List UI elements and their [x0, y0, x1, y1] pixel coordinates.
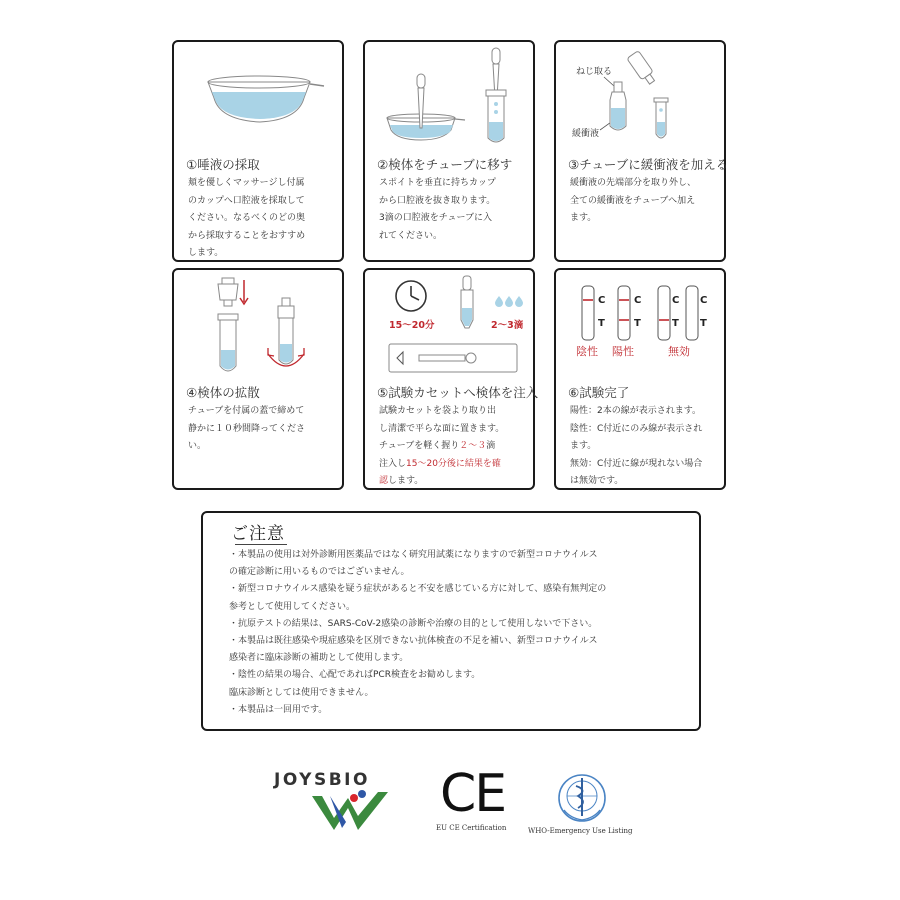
- notice-box: [201, 511, 701, 731]
- step-card-5: [363, 268, 539, 490]
- cassette-illustration: [365, 270, 533, 386]
- step-description: 陽性：2本の線が表示されます。 陰性：C付近にのみ線が表示され ます。 無効：C付近に線が現れない場合 は無効です。: [570, 406, 703, 486]
- svg-text:T: T: [634, 318, 641, 329]
- joysbio-logo: [272, 768, 428, 838]
- step-title: ②検体をチューブに移す: [377, 157, 513, 172]
- svg-text:C: C: [700, 295, 708, 306]
- step-title: ①唾液の採取: [186, 157, 260, 172]
- notice-title: ご注意: [231, 524, 285, 544]
- time-label: 15～20分: [389, 320, 435, 331]
- positive-label: 陽性: [612, 345, 634, 358]
- step-title: ③チューブに緩衝液を加える: [568, 157, 729, 172]
- svg-text:C: C: [598, 295, 606, 306]
- step-title: ⑥試験完了: [568, 385, 630, 400]
- step-card-2: [363, 40, 535, 262]
- svg-text:C: C: [634, 295, 642, 306]
- drops-icon: [495, 296, 523, 307]
- buffer-label: 緩衝液: [572, 129, 600, 139]
- step-description: チューブを付属の蓋で締めて 静かに１０秒間降ってくださ い。: [188, 406, 306, 451]
- invalid-label: 無効: [668, 345, 690, 358]
- step-card-6: [554, 268, 726, 490]
- buffer-illustration: [556, 42, 724, 158]
- result-strips-illustration: [556, 270, 724, 386]
- negative-label: 陰性: [576, 345, 598, 358]
- notice-underline: [235, 544, 287, 545]
- drops-label: 2～3滴: [491, 320, 524, 331]
- ce-mark: CE EU CE Certification: [436, 764, 507, 832]
- svg-text:JOYSBIO: JOYSBIO: [274, 770, 370, 790]
- svg-text:T: T: [700, 318, 707, 329]
- svg-text:T: T: [598, 318, 605, 329]
- step-card-4: [172, 268, 344, 490]
- tube-mixing-illustration: [174, 270, 342, 386]
- svg-text:C: C: [672, 295, 680, 306]
- step-card-1: [172, 40, 344, 262]
- who-caption: WHO-Emergency Use Listing: [528, 827, 633, 835]
- svg-text:T: T: [672, 318, 679, 329]
- step-title: ⑤試験カセットへ検体を注入: [377, 385, 539, 400]
- pipette-transfer-illustration: [365, 42, 533, 158]
- step-description: スポイトを垂直に持ちカップ から口腔液を抜き取ります。 3滴の口腔液をチューブに入 れてください。: [379, 178, 496, 241]
- twist-label: ねじ取る: [576, 67, 613, 77]
- step-card-3: [554, 40, 729, 262]
- saliva-cup-illustration: [174, 42, 342, 158]
- step-description: 頬を優しくマッサージし付属 のカップへ口腔液を採取して ください。なるべくのどの奥 から採取することをおすすめ します。: [188, 178, 306, 258]
- notice-text: ・本製品の使用は対外診断用医薬品ではなく研究用試薬になりますので新型コロナウイルス の確定診断に用いるものではございません。 ・新型コロナウイルス感染を疑う症状があると不安を感じている方に対して、感染有無判定の 参考として使用してください。 ・抗原テストの結果は、SARS-CoV-2感染の診断や治療の目的として使用しないで下さい。 ・本製品は既往感染や現症感染を区別できない抗体検査の不足を補い、新型コロナウイルス 感染者に臨床診断の補助として使用します。 ・陰性の結果の場合、心配であればPCR検査をお勧めします。 臨床診断としては使用できません。 ・本製品は一回用です。: [229, 550, 607, 715]
- step-description: 試験カセットを袋より取り出 し清潔で平らな面に置きます。 チューブを軽く握り２～３滴 注入し15～20分後に結果を確 認します。: [379, 406, 505, 486]
- step-description: 緩衝液の先端部分を取り外し、 全ての緩衝液をチューブへ加え ます。: [570, 178, 697, 223]
- who-emblem-icon: [556, 772, 608, 824]
- step-title: ④検体の拡散: [186, 385, 260, 400]
